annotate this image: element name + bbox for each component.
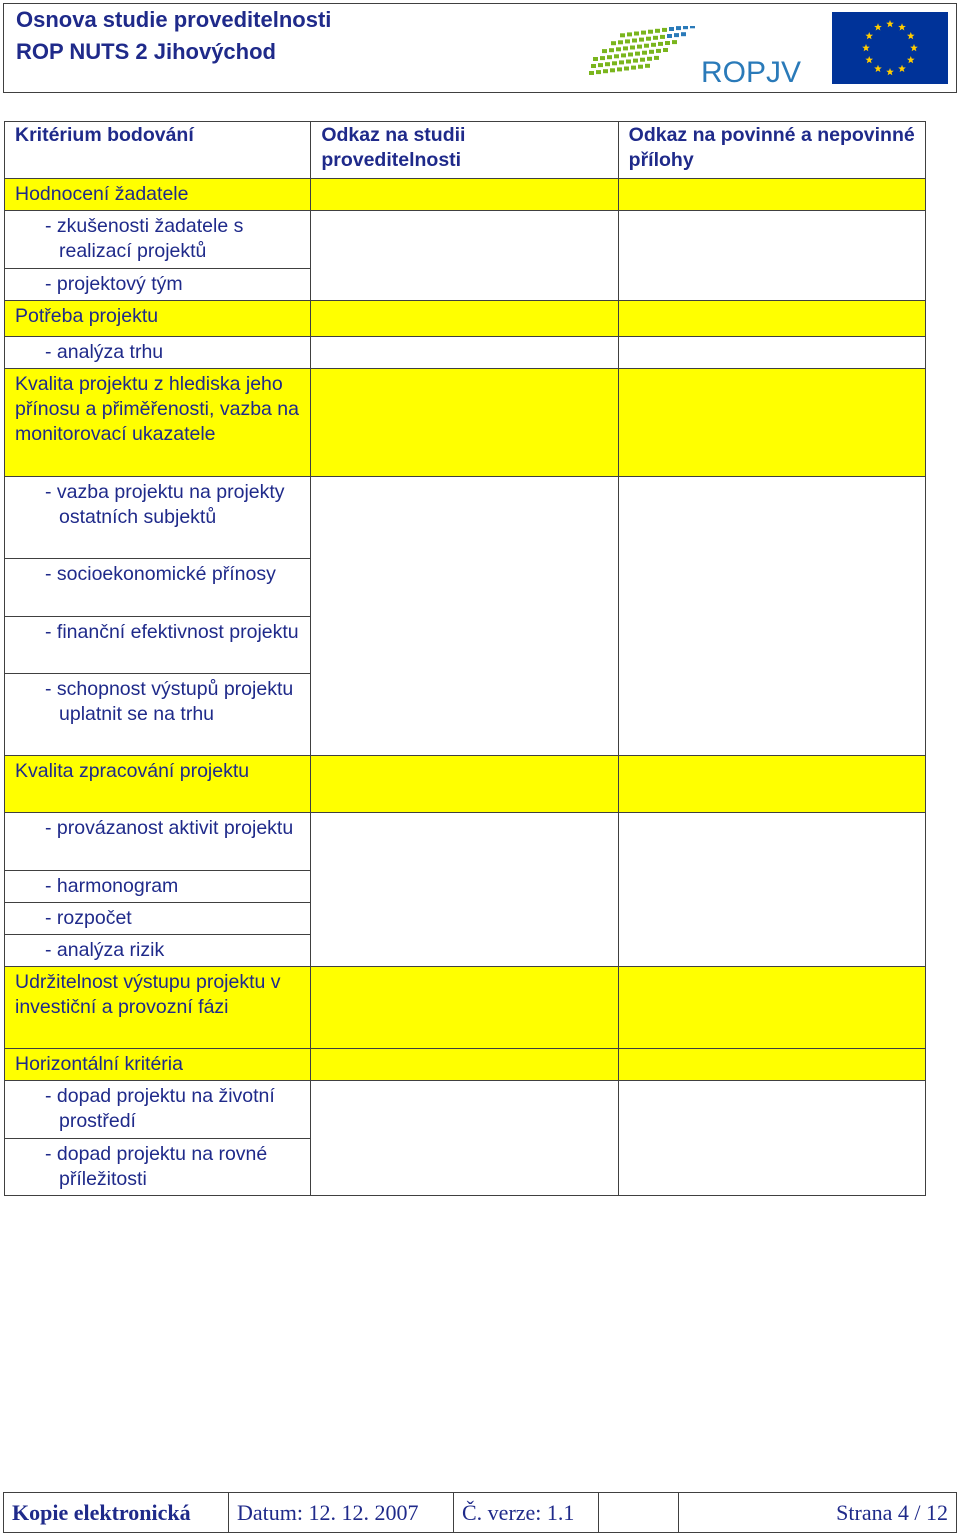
logo-dot bbox=[624, 67, 629, 71]
logo-dot bbox=[676, 26, 681, 30]
logo-dot bbox=[665, 41, 670, 45]
logo-dot bbox=[645, 64, 650, 68]
sub-criterion-label: - zkušenosti žadatele s realizací projektů bbox=[45, 215, 244, 262]
table-row bbox=[5, 1081, 926, 1139]
ropjv-logo-icon bbox=[589, 26, 809, 88]
logo-dot bbox=[660, 35, 665, 39]
logo-dot bbox=[646, 37, 651, 41]
table-row bbox=[5, 756, 926, 813]
logo-dot bbox=[638, 65, 643, 69]
logo-dot bbox=[637, 45, 642, 49]
logo-dot bbox=[619, 60, 624, 64]
logo-dot bbox=[647, 57, 652, 61]
logo-dot bbox=[625, 39, 630, 43]
logo-dot bbox=[669, 27, 674, 31]
table-row bbox=[5, 301, 926, 337]
attachments-reference-cell bbox=[618, 179, 925, 211]
sub-criterion-label: - socioekonomické přínosy bbox=[45, 563, 276, 585]
logo-dot bbox=[602, 49, 607, 53]
logo-dot bbox=[683, 26, 688, 29]
logo-dot bbox=[609, 48, 614, 52]
criterion-label: Udržitelnost výstupu projektu v investiční a provozní fázi bbox=[15, 971, 281, 1018]
criterion-label: Potřeba projektu bbox=[15, 305, 159, 327]
page-footer bbox=[3, 1492, 957, 1533]
logo-dot bbox=[610, 68, 615, 72]
logo-dot bbox=[635, 52, 640, 56]
attachments-reference-cell bbox=[618, 967, 925, 1049]
logo-dot bbox=[648, 30, 653, 34]
logo-dot bbox=[642, 51, 647, 55]
study-reference-cell bbox=[311, 211, 618, 301]
header-criterion: Kritérium bodování bbox=[15, 124, 194, 146]
attachments-reference-cell bbox=[618, 301, 925, 337]
logo-dot bbox=[633, 59, 638, 63]
footer-copy-type: Kopie elektronická bbox=[4, 1493, 229, 1532]
logo-dot bbox=[656, 49, 661, 53]
document-title: Osnova studie proveditelnosti bbox=[16, 7, 332, 32]
logo-dot bbox=[596, 70, 601, 74]
logo-dot bbox=[617, 67, 622, 71]
ropjv-logo-text: ROPJV bbox=[701, 56, 802, 88]
eu-flag-icon bbox=[832, 12, 948, 84]
logo-dot bbox=[662, 28, 667, 32]
logo-dot bbox=[630, 46, 635, 50]
logo-dot bbox=[640, 58, 645, 62]
header-attachments-reference: Odkaz na povinné a nepovinné přílohy bbox=[628, 124, 915, 171]
logo-dot bbox=[614, 54, 619, 58]
logo-dot bbox=[649, 50, 654, 54]
study-reference-cell bbox=[311, 1049, 618, 1081]
logo-dot bbox=[607, 55, 612, 59]
table-header-row bbox=[5, 122, 926, 179]
sub-criterion-label: - vazba projektu na projekty ostatních subjektů bbox=[45, 481, 285, 528]
logo-dot bbox=[651, 43, 656, 47]
logo-dot bbox=[663, 48, 668, 52]
logo-dot bbox=[618, 40, 623, 44]
table-row bbox=[5, 813, 926, 871]
criterion-label: Horizontální kritéria bbox=[15, 1053, 183, 1075]
logo-dot bbox=[653, 36, 658, 40]
sub-criterion-label: - dopad projektu na rovné příležitosti bbox=[45, 1143, 268, 1190]
logo-dot bbox=[598, 63, 603, 67]
criterion-label: Kvalita projektu z hlediska jeho přínosu a přiměřenosti, vazba na monitorovací ukazatele bbox=[15, 373, 299, 445]
criterion-label: Hodnocení žadatele bbox=[15, 183, 189, 205]
sub-criterion-label: - analýza rizik bbox=[45, 939, 165, 961]
footer-date: Datum: 12. 12. 2007 bbox=[229, 1493, 454, 1532]
logo-dot bbox=[655, 29, 660, 33]
logo-dot bbox=[674, 33, 679, 37]
study-reference-cell bbox=[311, 369, 618, 477]
attachments-reference-cell bbox=[618, 477, 925, 756]
document-subtitle: ROP NUTS 2 Jihovýchod bbox=[16, 39, 276, 64]
table-row bbox=[5, 179, 926, 211]
logo-dot bbox=[654, 56, 659, 60]
logo-dot bbox=[623, 46, 628, 50]
table-row bbox=[5, 369, 926, 477]
attachments-reference-cell bbox=[618, 211, 925, 301]
logo-dot bbox=[641, 31, 646, 35]
attachments-reference-cell bbox=[618, 369, 925, 477]
logo-dot bbox=[634, 32, 639, 36]
header-study-reference: Odkaz na studii proveditelnosti bbox=[321, 124, 466, 171]
footer-spacer bbox=[599, 1493, 679, 1532]
logo-dot bbox=[681, 32, 686, 36]
criterion-label: Kvalita zpracování projektu bbox=[15, 760, 250, 782]
sub-criterion-label: - analýza trhu bbox=[45, 341, 164, 363]
sub-criterion-label: - finanční efektivnost projektu bbox=[45, 621, 299, 643]
attachments-reference-cell bbox=[618, 813, 925, 967]
logo-dot bbox=[632, 39, 637, 43]
attachments-reference-cell bbox=[618, 337, 925, 369]
table-row bbox=[5, 1049, 926, 1081]
logo-dot bbox=[627, 32, 632, 36]
sub-criterion-label: - schopnost výstupů projektu uplatnit se na trhu bbox=[45, 678, 294, 725]
table-row bbox=[5, 967, 926, 1049]
study-reference-cell bbox=[311, 967, 618, 1049]
footer-page-number: Strana 4 / 12 bbox=[836, 1499, 948, 1525]
study-reference-cell bbox=[311, 301, 618, 337]
logo-dot bbox=[611, 41, 616, 45]
study-reference-cell bbox=[311, 179, 618, 211]
table-row bbox=[5, 337, 926, 369]
logo-dot bbox=[603, 69, 608, 73]
study-reference-cell bbox=[311, 337, 618, 369]
attachments-reference-cell bbox=[618, 1049, 925, 1081]
attachments-reference-cell bbox=[618, 1081, 925, 1196]
logo-dot bbox=[639, 38, 644, 42]
logo-dot bbox=[605, 62, 610, 66]
logo-dot bbox=[626, 60, 631, 64]
logo-dot bbox=[600, 56, 605, 60]
sub-criterion-label: - harmonogram bbox=[45, 875, 179, 897]
page-header bbox=[3, 3, 957, 93]
study-reference-cell bbox=[311, 813, 618, 967]
study-reference-cell bbox=[311, 756, 618, 813]
sub-criterion-label: - rozpočet bbox=[45, 907, 132, 929]
logo-dot bbox=[620, 33, 625, 37]
logo-dot bbox=[672, 40, 677, 44]
logo-dot bbox=[616, 47, 621, 51]
table-row bbox=[5, 211, 926, 269]
logo-dot bbox=[593, 57, 598, 61]
logo-dot bbox=[591, 64, 596, 68]
logo-dot bbox=[612, 61, 617, 65]
logo-dot bbox=[589, 71, 594, 75]
attachments-reference-cell bbox=[618, 756, 925, 813]
criteria-table bbox=[4, 121, 926, 1196]
study-reference-cell bbox=[311, 1081, 618, 1196]
logo-dot bbox=[631, 66, 636, 70]
sub-criterion-label: - provázanost aktivit projektu bbox=[45, 817, 294, 839]
logo-dot bbox=[628, 53, 633, 57]
logo-dot bbox=[621, 53, 626, 57]
logo-dot bbox=[690, 26, 695, 28]
study-reference-cell bbox=[311, 477, 618, 756]
footer-version: Č. verze: 1.1 bbox=[454, 1493, 599, 1532]
table-row bbox=[5, 477, 926, 559]
logo-dot bbox=[644, 44, 649, 48]
sub-criterion-label: - projektový tým bbox=[45, 273, 183, 295]
logo-dot bbox=[658, 42, 663, 46]
logo-dot bbox=[667, 34, 672, 38]
sub-criterion-label: - dopad projektu na životní prostředí bbox=[45, 1085, 275, 1132]
